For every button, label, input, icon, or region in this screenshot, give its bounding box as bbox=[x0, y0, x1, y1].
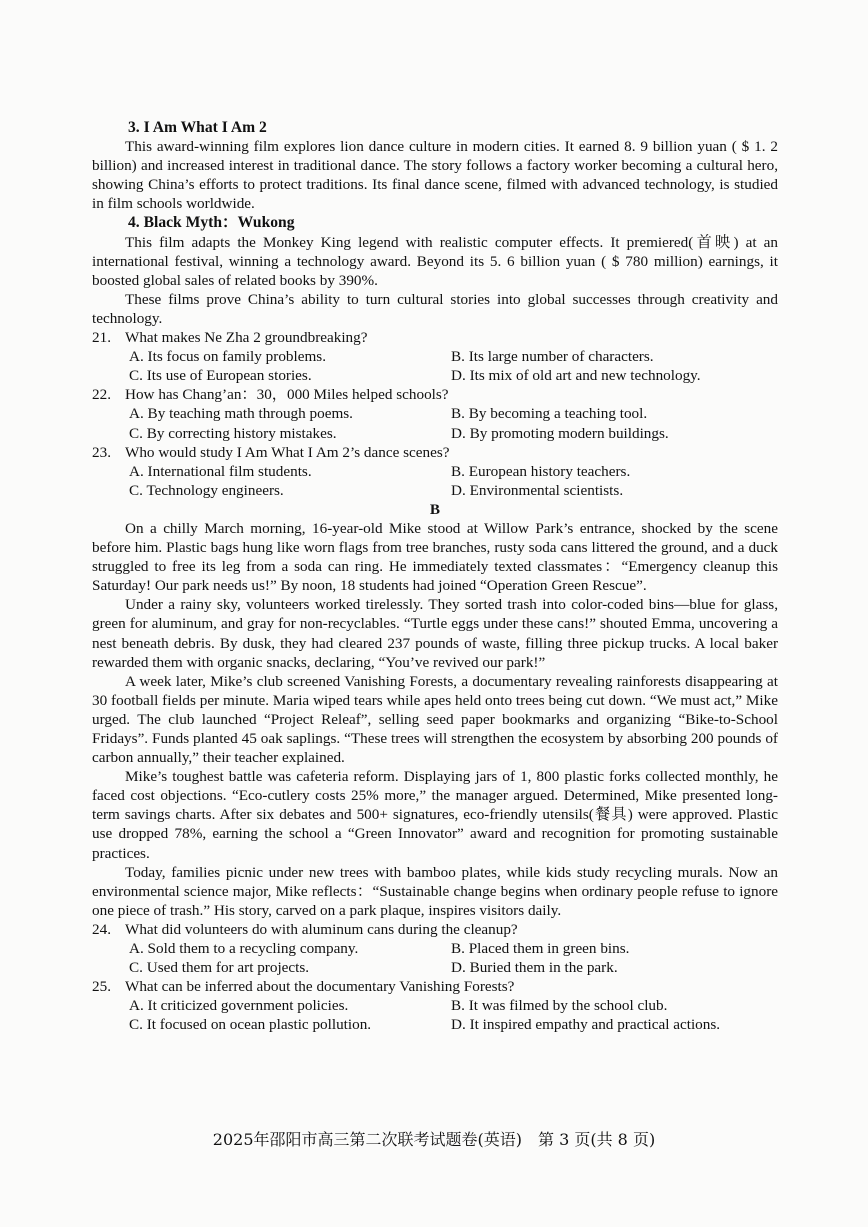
passage-b-paragraph: Mike’s toughest battle was cafeteria reform. Displaying jars of 1, 800 plastic forks collected monthly, he faced cost objections. “Eco-cutlery costs 25% more,” the manager argued. Determined, Mike presented long-term savings charts. After six debates and 500+ signatures, eco-friendly utensils(餐具) were approved. Plastic use dropped 78%, earning the school a “Green Innovator” award and recognition for promoting sustainable practices. bbox=[92, 768, 778, 862]
option-c: C. Used them for art projects. bbox=[129, 959, 310, 977]
page-content bbox=[92, 118, 778, 1035]
option-a: A. Its focus on family problems. bbox=[129, 348, 326, 366]
option-d: D. It inspired empathy and practical actions. bbox=[451, 1016, 721, 1034]
option-c: C. It focused on ocean plastic pollution. bbox=[129, 1016, 372, 1034]
option-b: B. It was filmed by the school club. bbox=[451, 997, 668, 1015]
section-b-label: B bbox=[429, 500, 441, 518]
item3-body: This award-winning film explores lion dance culture in modern cities. It earned 8. 9 billion yuan ( $ 1. 2 billion) and increased interest in traditional dance. The story follows a factory worker becoming a cultural hero, showing China’s efforts to protect traditions. Its final dance scene, filmed with advanced technology, is studied in film schools worldwide. bbox=[92, 138, 778, 213]
option-row bbox=[92, 424, 778, 443]
option-b: B. Its large number of characters. bbox=[451, 348, 654, 366]
page-footer: 2025年邵阳市高三第二次联考试题卷(英语) 第 3 页(共 8 页) bbox=[212, 1130, 656, 1149]
question-stem bbox=[92, 328, 778, 347]
option-c: C. Its use of European stories. bbox=[129, 367, 312, 385]
option-row bbox=[92, 366, 778, 385]
question-block bbox=[92, 328, 778, 385]
option-c: C. By correcting history mistakes. bbox=[129, 424, 337, 442]
option-c: C. Technology engineers. bbox=[129, 481, 284, 499]
question-number: 22. bbox=[92, 386, 111, 404]
question-block bbox=[92, 385, 778, 442]
item4-body: This film adapts the Monkey King legend with realistic computer effects. It premiered(首映) at an international festival, winning a technology award. Beyond its 5. 6 billion yuan ( $ 780 million) earnings, it boosted global sales of related books by 390%. bbox=[92, 233, 778, 289]
question-block bbox=[92, 977, 778, 1034]
option-a: A. By teaching math through poems. bbox=[129, 405, 353, 423]
option-row bbox=[92, 481, 778, 500]
item4-heading: 4. Black Myth：Wukong bbox=[128, 214, 295, 232]
option-d: D. Environmental scientists. bbox=[451, 481, 624, 499]
option-d: D. Its mix of old art and new technology. bbox=[451, 367, 701, 385]
question-text: What can be inferred about the documentary Vanishing Forests? bbox=[125, 978, 515, 996]
option-d: D. Buried them in the park. bbox=[451, 959, 618, 977]
item3-heading: 3. I Am What I Am 2 bbox=[128, 119, 267, 136]
question-number: 25. bbox=[92, 978, 111, 996]
option-row bbox=[92, 347, 778, 366]
option-b: B. European history teachers. bbox=[451, 462, 631, 480]
passage-a-conclusion: These films prove China’s ability to turn cultural stories into global successes through creativity and technology. bbox=[92, 290, 778, 327]
question-text: What did volunteers do with aluminum cans during the cleanup? bbox=[125, 920, 518, 938]
passage-b-paragraph: A week later, Mike’s club screened Vanishing Forests, a documentary revealing rainforests disappearing at 30 football fields per minute. Maria wiped tears while apes held onto trees being cut down. “We must act,” Mike urged. The club launched “Project Releaf”, selling seed paper bookmarks and organizing “Bike-to-School Fridays”. Funds planted 45 oak saplings. “These trees will strengthen the ecosystem by absorbing 200 pounds of carbon annually,” their teacher explained. bbox=[92, 672, 778, 767]
option-row bbox=[92, 939, 778, 958]
option-b: B. By becoming a teaching tool. bbox=[451, 405, 648, 423]
option-row bbox=[92, 404, 778, 423]
option-a: A. Sold them to a recycling company. bbox=[129, 940, 359, 958]
question-stem bbox=[92, 385, 778, 404]
option-a: A. It criticized government policies. bbox=[129, 997, 349, 1015]
question-block bbox=[92, 920, 778, 977]
question-block bbox=[92, 443, 778, 500]
question-stem bbox=[92, 977, 778, 996]
question-number: 21. bbox=[92, 329, 111, 347]
option-d: D. By promoting modern buildings. bbox=[451, 424, 669, 442]
passage-b-paragraph: Under a rainy sky, volunteers worked tirelessly. They sorted trash into color-coded bins—blue for glass, green for aluminum, and gray for non-recyclables. “Turtle eggs under these cans!” shouted Emma, uncovering a nest beneath debris. By dusk, they had cleared 237 pounds of waste, filling three pickup trucks. A local baker rewarded them with organic snacks, declaring, “You’ve revived our park!” bbox=[92, 596, 778, 671]
passage-b-paragraph: On a chilly March morning, 16-year-old Mike stood at Willow Park’s entrance, shocked by the scene before him. Plastic bags hung like worn flags from tree branches, rusty soda cans littered the ground, and a duck struggled to free its leg from a soda can ring. He immediately texted classmates：“Emergency cleanup this Saturday! Our park needs us!” By noon, 18 students had joined “Operation Green Rescue”. bbox=[92, 519, 778, 595]
option-b: B. Placed them in green bins. bbox=[451, 940, 630, 958]
option-a: A. International film students. bbox=[129, 462, 312, 480]
question-text: What makes Ne Zha 2 groundbreaking? bbox=[125, 329, 368, 347]
option-row bbox=[92, 1015, 778, 1034]
question-text: How has Chang’an：30，000 Miles helped schools? bbox=[125, 386, 449, 404]
option-row bbox=[92, 958, 778, 977]
option-row bbox=[92, 996, 778, 1015]
question-number: 24. bbox=[92, 920, 111, 938]
question-number: 23. bbox=[92, 443, 111, 461]
question-text: Who would study I Am What I Am 2’s dance scenes? bbox=[125, 443, 450, 461]
passage-b-paragraph: Today, families picnic under new trees with bamboo plates, while kids study recycling murals. Now an environmental science major, Mike reflects：“Sustainable change begins when ordinary people refuse to ignore one piece of trash.” His story, carved on a park plaque, inspires visitors daily. bbox=[92, 863, 778, 919]
option-row bbox=[92, 462, 778, 481]
question-stem bbox=[92, 443, 778, 462]
question-stem bbox=[92, 920, 778, 939]
